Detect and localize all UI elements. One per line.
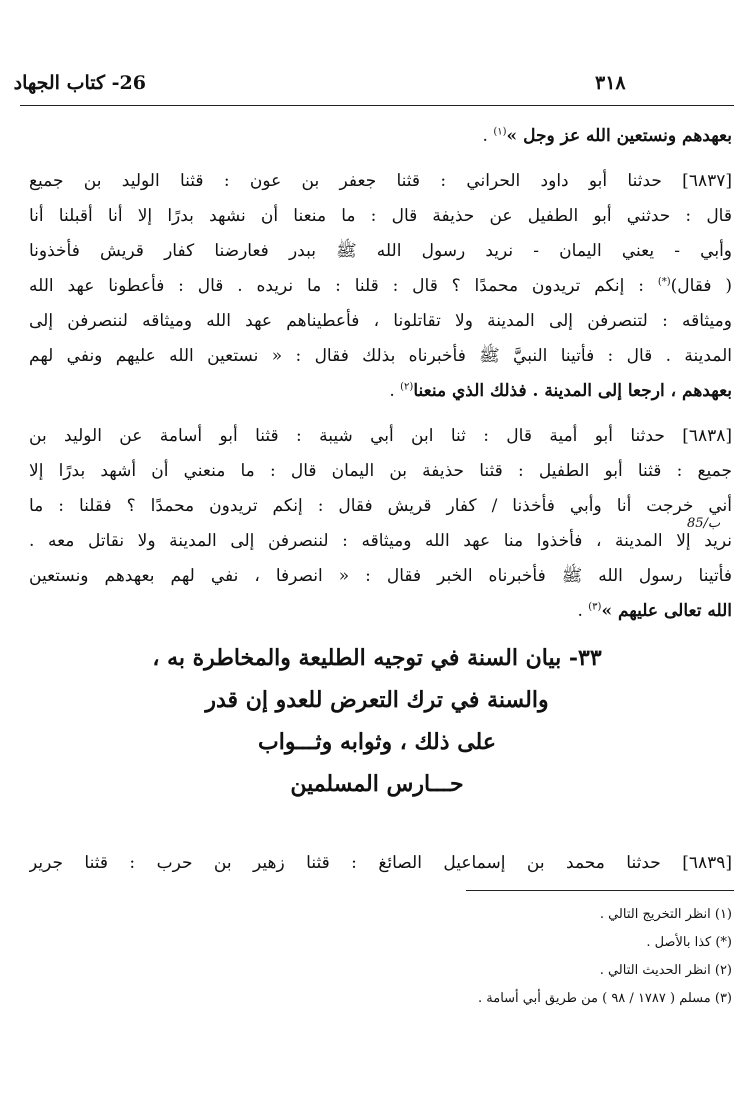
footnote-4: (٣) مسلم ( ١٧٨٧ / ٩٨ ) من طريق أبي أسامة . (478, 991, 732, 1006)
footnote-rule (466, 890, 734, 891)
footnote-2: (*) كذا بالأصل . (646, 935, 732, 950)
footnote-3: (٢) انظر الحديث التالي . (599, 963, 732, 978)
section-heading-line-2: والسنة في ترك التعرض للعدو إن قدر (205, 687, 549, 713)
page-number: ٣١٨ (595, 72, 626, 94)
text-line-2: [٦٨٣٧] حدثنا أبو داود الحراني : قثنا جعفر بن عون : قثنا الوليد بن جميع (29, 171, 732, 191)
text-line-9: [٦٨٣٨] حدثنا أبو أمية قال : ثنا ابن أبي شيبة : قثنا أبو أسامة عن الوليد بن (29, 426, 732, 446)
text-line-6: وميثاقه : لتنصرفن إلى المدينة ولا تقاتلونا ، فأعطيناهم عهد الله وميثاقه لننصرفن إلى (29, 311, 732, 331)
text-line-14: الله تعالى عليهم »$^{(٣)}$ . (577, 601, 732, 621)
text-line-5: ( فقال)(*) : إنكم تريدون محمدًا ؟ قال : قلنا : ما نريده . قال : فأعطونا عهد الله (29, 276, 732, 296)
section-heading-line-3: على ذلك ، وثوابه وثـــواب (258, 729, 496, 755)
text-line-12: نريد إلا المدينة ، فأخذوا منا عهد الله وميثاقه : لننصرفن إلى المدينة ولا نقاتل معه . (29, 531, 732, 551)
text-line-15: [٦٨٣٩] حدثنا محمد بن إسماعيل الصائغ : قثنا زهير بن حرب : قثنا جرير (29, 853, 732, 873)
text-line-10: جميع : قثنا أبو الطفيل : قثنا حذيفة بن اليمان قال : ما منعني أن أشهد بدرًا إلا (29, 461, 732, 481)
section-heading-line-1: ٣٣- بيان السنة في توجيه الطليعة والمخاطرة به ، (152, 645, 602, 671)
text-line-1: بعهدهم ونستعين الله عز وجل »$^{(١)}$ . (482, 126, 732, 146)
text-line-13: فأتينا رسول الله ﷺ فأخبرناه الخبر فقال : « انصرفا ، نفي لهم بعهدهم ونستعين (29, 566, 732, 586)
header-rule (20, 105, 734, 106)
chapter-title: 26- كتاب الجهاد (13, 72, 146, 94)
text-line-4: وأبي - يعني اليمان - نريد رسول الله ﷺ ببدر فعارضنا كفار قريش فأخذونا (29, 241, 732, 261)
text-line-8: بعهدهم ، ارجعا إلى المدينة . فذلك الذي منعنا$^{(٢)}$ . (389, 381, 732, 401)
text-line-3: قال : حدثني أبو الطفيل عن حذيفة قال : ما منعنا أن نشهد بدرًا إلا أنا أقبلنا أنا (29, 206, 732, 226)
text-line-11: أني خرجت أنا وأبي فأخذنا / كفار قريش فقال : إنكم تريدون محمدًا ؟ فقلنا : ما (29, 496, 732, 516)
section-heading-line-4: حـــارس المسلمين (290, 771, 464, 797)
text-line-7: المدينة . قال : فأتينا النبيَّ ﷺ فأخبرناه بذلك فقال : « نستعين الله عليهم ونفي لهم (29, 346, 732, 366)
footnote-1: (١) انظر التخريج التالي . (599, 907, 732, 922)
margin-folio-note: 85/ب (687, 516, 721, 531)
